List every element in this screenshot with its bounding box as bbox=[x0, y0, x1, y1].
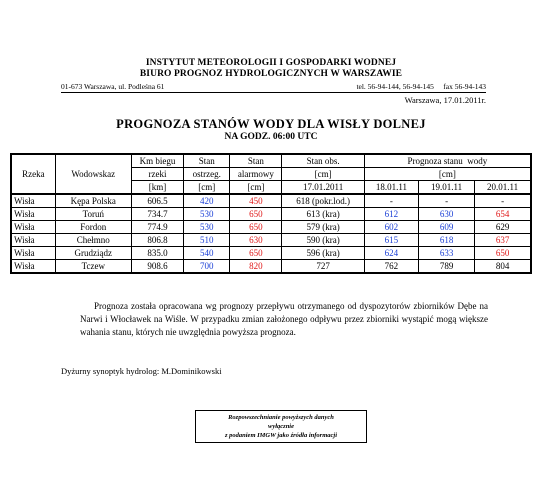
cell-warn: 420 bbox=[184, 194, 230, 208]
cell-km: 734.7 bbox=[131, 208, 183, 221]
col-header-forecast-line2: [cm] bbox=[364, 168, 531, 181]
document-subtitle: NA GODZ. 06:00 UTC bbox=[224, 132, 318, 142]
cell-alarm: 450 bbox=[230, 194, 282, 208]
distribution-notice-box bbox=[195, 410, 367, 443]
cell-forecast-3: 804 bbox=[475, 260, 531, 274]
cell-river: Wisła bbox=[11, 221, 55, 234]
col-header-alarm-line1: Stan bbox=[247, 156, 264, 166]
cell-river: Wisła bbox=[11, 194, 55, 208]
cell-warn: 510 bbox=[184, 234, 230, 247]
cell-river: Wisła bbox=[11, 247, 55, 260]
cell-forecast-3: 629 bbox=[475, 221, 531, 234]
cell-forecast-1: - bbox=[364, 194, 418, 208]
cell-forecast-3: 637 bbox=[475, 234, 531, 247]
phone-numbers: tel. 56-94-144, 56-94-145 fax 56-94-143 bbox=[356, 82, 486, 91]
cell-gauge: Kępa Polska bbox=[55, 194, 131, 208]
notice-line-3: z podaniem IMGW jako źródła informacji bbox=[224, 432, 338, 439]
notice-line-2: wyłącznie bbox=[268, 423, 294, 430]
cell-gauge: Fordon bbox=[55, 221, 131, 234]
col-header-forecast-line1: Prognoza stanu wody bbox=[407, 156, 488, 166]
header-row-1 bbox=[11, 154, 531, 168]
cell-obs: 613 (kra) bbox=[282, 208, 364, 221]
col-header-gauge: Wodowskaz bbox=[55, 154, 131, 194]
cell-obs: 618 (pokr.lod.) bbox=[282, 194, 364, 208]
col-header-forecast bbox=[364, 154, 531, 168]
cell-river: Wisła bbox=[11, 234, 55, 247]
col-header-obs-line2: [cm] bbox=[282, 168, 364, 181]
cell-km: 774.9 bbox=[131, 221, 183, 234]
cell-gauge: Grudziądz bbox=[55, 247, 131, 260]
col-header-obs bbox=[282, 154, 364, 168]
cell-forecast-1: 612 bbox=[364, 208, 418, 221]
cell-obs: 727 bbox=[282, 260, 364, 274]
office-name: BIURO PROGNOZ HYDROLOGICZNYCH W WARSZAWIE bbox=[139, 69, 403, 79]
col-header-warn-unit: [cm] bbox=[184, 181, 230, 195]
cell-forecast-3: 654 bbox=[475, 208, 531, 221]
document-title: PROGNOZA STANÓW WODY DLA WISŁY DOLNEJ bbox=[116, 117, 426, 131]
forecast-table bbox=[10, 153, 532, 274]
table-row bbox=[11, 234, 531, 247]
table-row bbox=[11, 260, 531, 274]
cell-warn: 530 bbox=[184, 221, 230, 234]
col-header-date-2: 19.01.11 bbox=[419, 181, 475, 195]
table-row bbox=[11, 194, 531, 208]
cell-obs: 590 (kra) bbox=[282, 234, 364, 247]
table-row bbox=[11, 208, 531, 221]
cell-warn: 540 bbox=[184, 247, 230, 260]
cell-obs: 596 (kra) bbox=[282, 247, 364, 260]
cell-gauge: Tczew bbox=[55, 260, 131, 274]
cell-km: 835.0 bbox=[131, 247, 183, 260]
col-header-warn-line1: Stan bbox=[198, 156, 215, 166]
cell-forecast-2: 630 bbox=[419, 208, 475, 221]
cell-river: Wisła bbox=[11, 208, 55, 221]
cell-alarm: 820 bbox=[230, 260, 282, 274]
cell-alarm: 650 bbox=[230, 247, 282, 260]
col-header-date-1: 18.01.11 bbox=[364, 181, 418, 195]
cell-forecast-3: 650 bbox=[475, 247, 531, 260]
col-header-km bbox=[131, 154, 183, 168]
cell-km: 908.6 bbox=[131, 260, 183, 274]
cell-forecast-1: 762 bbox=[364, 260, 418, 274]
table-row bbox=[11, 247, 531, 260]
cell-obs: 579 (kra) bbox=[282, 221, 364, 234]
cell-warn: 700 bbox=[184, 260, 230, 274]
col-header-date-3: 20.01.11 bbox=[475, 181, 531, 195]
cell-alarm: 630 bbox=[230, 234, 282, 247]
cell-alarm: 650 bbox=[230, 221, 282, 234]
cell-forecast-2: 633 bbox=[419, 247, 475, 260]
col-header-alarm-unit: [cm] bbox=[230, 181, 282, 195]
institute-name: INSTYTUT METEOROLOGII I GOSPODARKI WODNEJ bbox=[145, 58, 397, 68]
col-header-km-unit: [km] bbox=[131, 181, 183, 195]
duty-hydrologist: Dyżurny synoptyk hydrolog: M.Dominikowski bbox=[61, 366, 222, 376]
cell-warn: 530 bbox=[184, 208, 230, 221]
col-header-alarm-line2: alarmowy bbox=[230, 168, 282, 181]
cell-forecast-1: 602 bbox=[364, 221, 418, 234]
table-row bbox=[11, 221, 531, 234]
col-header-alarm bbox=[230, 154, 282, 168]
cell-km: 806.8 bbox=[131, 234, 183, 247]
col-header-km-line1: Km biegu bbox=[139, 156, 176, 166]
col-header-river: Rzeka bbox=[11, 154, 55, 194]
cell-alarm: 650 bbox=[230, 208, 282, 221]
col-header-obs-date: 17.01.2011 bbox=[282, 181, 364, 195]
cell-gauge: Toruń bbox=[55, 208, 131, 221]
address-line bbox=[61, 82, 486, 93]
cell-forecast-2: 609 bbox=[419, 221, 475, 234]
cell-river: Wisła bbox=[11, 260, 55, 274]
cell-forecast-1: 615 bbox=[364, 234, 418, 247]
col-header-obs-line1: Stan obs. bbox=[306, 156, 340, 166]
cell-km: 606.5 bbox=[131, 194, 183, 208]
cell-forecast-3: - bbox=[475, 194, 531, 208]
notice-line-1: Rozpowszechnianie powyższych danych bbox=[228, 414, 334, 421]
col-header-warn-line2: ostrzeg. bbox=[184, 168, 230, 181]
cell-gauge: Chełmno bbox=[55, 234, 131, 247]
col-header-km-line2: rzeki bbox=[131, 168, 183, 181]
cell-forecast-2: - bbox=[419, 194, 475, 208]
forecast-note-paragraph: Prognoza została opracowana wg prognozy przepływu otrzymanego od dyspozytorów zbiorników Dębe na Narwi i Włocławek na Wiśle. W przypadku zmian założonego odpływu przez zbiorniki wystąpić mogą większe wahania stanu, których nie uwzględnia powyższa prognoza. bbox=[80, 301, 488, 337]
place-date: Warszawa, 17.01.2011r. bbox=[404, 95, 486, 105]
address: 01-673 Warszawa, ul. Podleśna 61 bbox=[61, 82, 165, 91]
cell-forecast-2: 789 bbox=[419, 260, 475, 274]
cell-forecast-2: 618 bbox=[419, 234, 475, 247]
col-header-warn bbox=[184, 154, 230, 168]
cell-forecast-1: 624 bbox=[364, 247, 418, 260]
